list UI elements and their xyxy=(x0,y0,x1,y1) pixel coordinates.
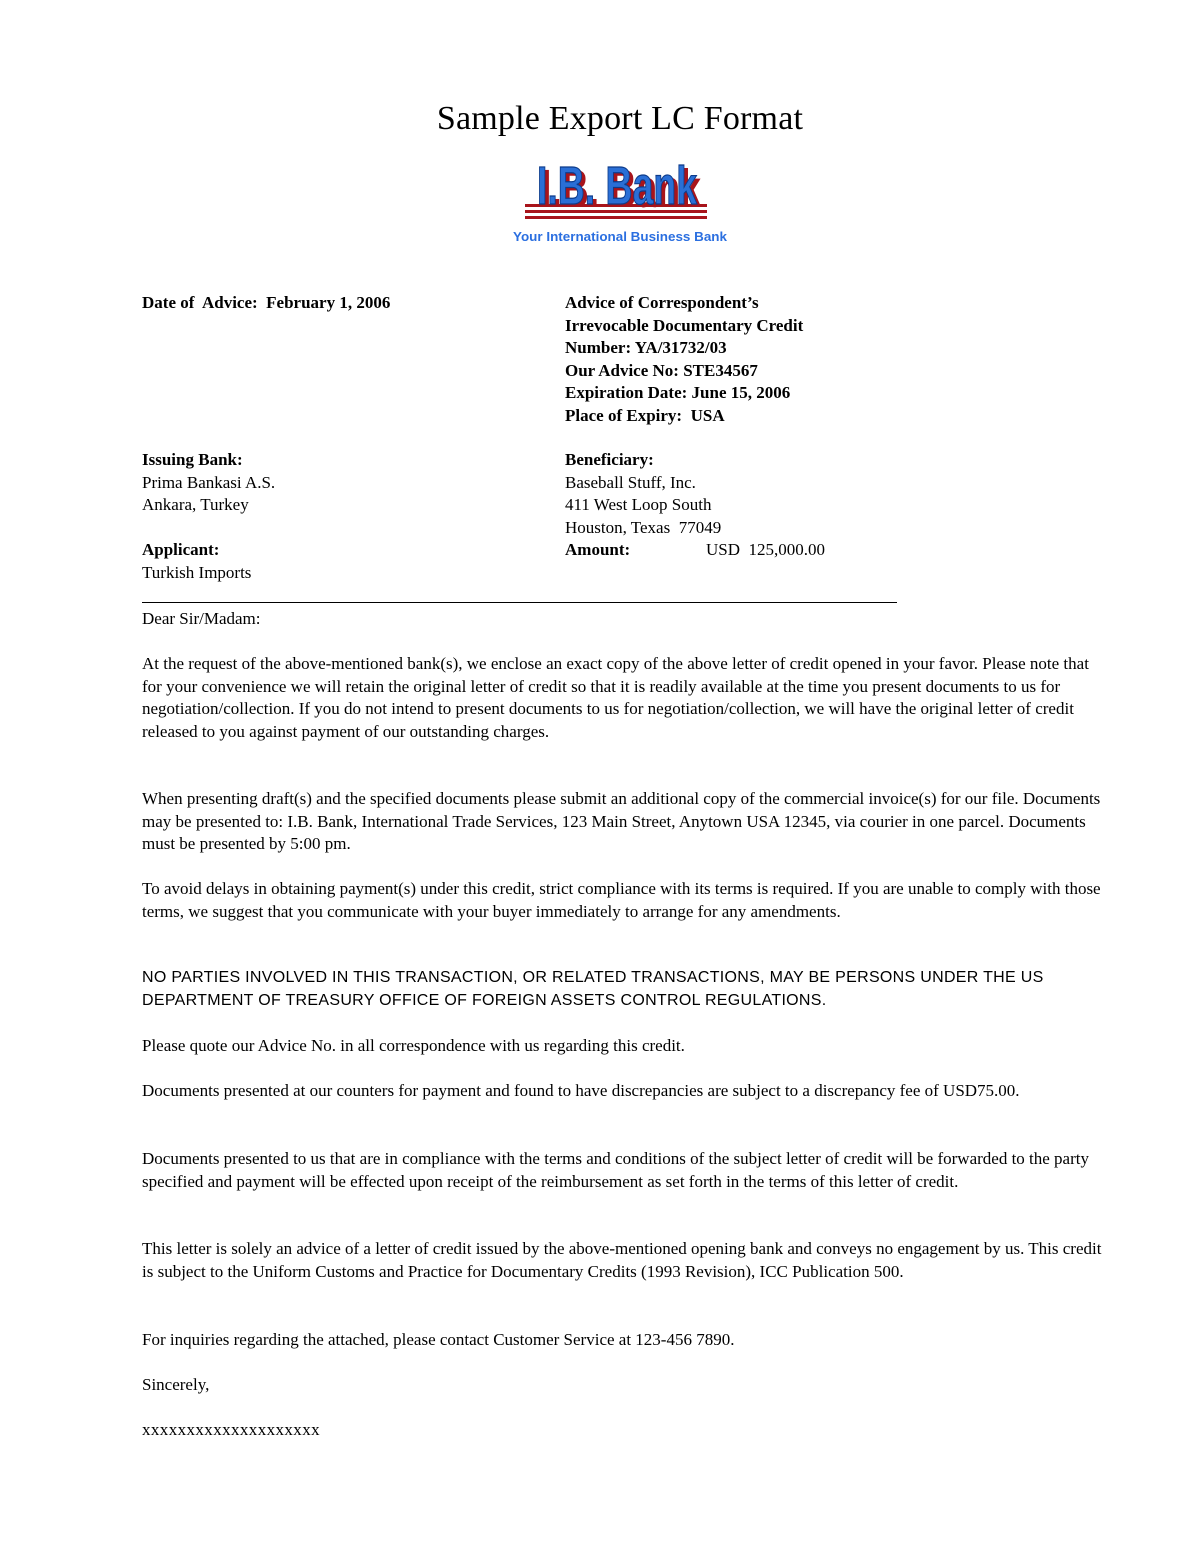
applicant-block xyxy=(142,539,251,584)
logo-text: I.B. Bank xyxy=(537,160,698,216)
credit-type: Irrevocable Documentary Credit xyxy=(565,315,804,335)
amount-label: Amount: xyxy=(565,540,631,559)
beneficiary-city: Houston, Texas 77049 xyxy=(565,517,722,537)
paragraph-text: Documents presented to us that are in compliance with the terms and conditions of the subject letter of credit will be forwarded to the party specified and payment will be effected upon receipt of the reimbursement as set forth in the terms of this letter of credit. xyxy=(142,1149,1089,1191)
paragraph-6 xyxy=(142,1080,1102,1103)
paragraph-text: Please quote our Advice No. in all correspondence with us regarding this credit. xyxy=(142,1036,685,1055)
beneficiary-name: Baseball Stuff, Inc. xyxy=(565,472,696,492)
signature-text: xxxxxxxxxxxxxxxxxxxx xyxy=(142,1420,320,1439)
correspondent-line: Advice of Correspondent’s xyxy=(565,293,759,312)
advice-date xyxy=(142,292,390,315)
page-title: Sample Export LC Format xyxy=(436,100,804,137)
correspondent-block xyxy=(565,292,803,427)
advice-number: Our Advice No: STE34567 xyxy=(565,360,758,380)
issuing-bank-block xyxy=(142,449,275,517)
paragraph-3 xyxy=(142,878,1102,923)
beneficiary-block xyxy=(565,449,721,539)
closing-text: Sincerely, xyxy=(142,1375,210,1394)
logo-tagline: Your International Business Bank xyxy=(513,230,728,244)
place-of-expiry: Place of Expiry: USA xyxy=(565,405,725,425)
ofac-notice xyxy=(142,967,1092,1012)
salutation-text: Dear Sir/Madam: xyxy=(142,609,261,628)
paragraph-text: When presenting draft(s) and the specified documents please submit an additional copy of the commercial invoice(s) for our file. Documents may be presented to: I.B. Bank, International Trade Services, 123 Main Street, Anytown USA 12345, via courier in one parcel. Documents must be presented by 5:00 pm. xyxy=(142,789,1101,854)
expiration-date: Expiration Date: June 15, 2006 xyxy=(565,383,791,402)
paragraph-5 xyxy=(142,1035,1102,1058)
paragraph-text: Documents presented at our counters for payment and found to have discrepancies are subject to a discrepancy fee of USD75.00. xyxy=(142,1081,1020,1100)
logo-shadow-text: I.B. Bank xyxy=(541,160,702,219)
credit-number: Number: YA/31732/03 xyxy=(565,338,727,357)
paragraph-text: At the request of the above-mentioned bank(s), we enclose an exact copy of the above letter of credit opened in your favor. Please note that for your convenience we will retain the original letter of credit so that it is readily available at the time you present documents to us for negotiation/collection. If you do not intend to present documents to us for negotiation/collection, we will have the original letter of credit released to you against payment of our outstanding charges. xyxy=(142,654,1089,741)
paragraph-8 xyxy=(142,1238,1102,1283)
amount-value: USD 125,000.00 xyxy=(706,540,826,559)
applicant-label: Applicant: xyxy=(142,540,220,559)
signature xyxy=(142,1419,1102,1442)
paragraph-2 xyxy=(142,788,1102,856)
ofac-notice-text: NO PARTIES INVOLVED IN THIS TRANSACTION, OR RELATED TRANSACTIONS, MAY BE PERSONS UNDER THE US DEPARTMENT OF TREASURY OFFICE OF FOREIGN ASSETS CONTROL REGULATIONS. xyxy=(142,969,1044,1009)
issuing-bank-city: Ankara, Turkey xyxy=(142,495,249,514)
paragraph-text: This letter is solely an advice of a letter of credit issued by the above-mentioned opening bank and conveys no engagement by us. This credit is subject to the Uniform Customs and Practice for Documentary Credits (1993 Revision), ICC Publication 500. xyxy=(142,1239,1102,1281)
paragraph-9 xyxy=(142,1329,1102,1352)
salutation xyxy=(142,608,1102,631)
paragraph-7 xyxy=(142,1148,1102,1193)
applicant-name: Turkish Imports xyxy=(142,562,252,582)
paragraph-1 xyxy=(142,653,1102,743)
advice-date-text: Date of Advice: February 1, 2006 xyxy=(142,293,391,312)
beneficiary-street: 411 West Loop South xyxy=(565,495,712,514)
beneficiary-label: Beneficiary: xyxy=(565,450,654,469)
bank-logo xyxy=(505,160,735,250)
bank-logo-graphic xyxy=(505,160,735,250)
paragraph-text: To avoid delays in obtaining payment(s) under this credit, strict compliance with its terms is required. If you are unable to comply with those terms, we suggest that you communicate with your buyer immediately to arrange for any amendments. xyxy=(142,879,1101,921)
issuing-bank-name: Prima Bankasi A.S. xyxy=(142,472,276,492)
closing xyxy=(142,1374,1102,1397)
paragraph-text: For inquiries regarding the attached, please contact Customer Service at 123-456 7890. xyxy=(142,1330,735,1349)
divider xyxy=(142,602,897,603)
amount-block xyxy=(565,539,965,562)
issuing-bank-label: Issuing Bank: xyxy=(142,450,243,469)
